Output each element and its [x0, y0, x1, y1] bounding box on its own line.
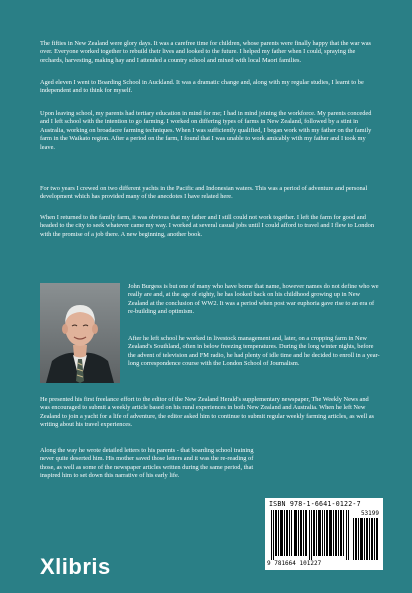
blurb-paragraph-3: Upon leaving school, my parents had tertiary education in mind for me; I had in mind joining the workforce. My parents conceded and I left school with the intention to go farming. I worked on differing types of farms in New Zealand, followed by a stint in Australia, working on broadacre farming techniques. When I was sufficiently qualified, I began work with my father on the family farm in the Waikato region. After a period on the farm, I found that I was unable to work amicably with my father and I took my leave. — [40, 110, 372, 151]
author-bio-paragraph-2: After he left school he worked in livestock management and, later, on a cropping farm in New Zealand's Southland, often in below freezing temperatures. During the long winter nights, before the advent of television and FM radio, he had plenty of idle time and he decided to enroll in a year-long correspondence course with the London School of Journalism. — [128, 335, 380, 368]
barcode-number: 9 781664 101227 — [267, 560, 322, 567]
isbn-barcode — [265, 498, 383, 570]
barcode-bars-icon — [271, 510, 351, 560]
author-bio-paragraph-3: He presented his first freelance effort to the editor of the New Zealand Herald's supplementary newspaper, The Weekly News and was encouraged to submit a weekly article based on his rural experiences in both New Zealand and Australia. When he left New Zealand to join a yacht for a life of adventure, the editor asked him to continue to submit regular weekly farming articles, as well as writing about his travel experiences. — [40, 396, 374, 429]
blurb-paragraph-4: For two years I crewed on two different yachts in the Pacific and Indonesian waters. This was a period of adventure and personal development which has provided many of the anecdotes I have related here. — [40, 185, 368, 201]
author-bio-paragraph-4: Along the way he wrote detailed letters to his parents - that boarding school training never quite deserted him. His mother saved those letters and it was the re-reading of those, as well as some of the newspaper articles written during the same period, that inspired him to set down this narrative of his early life. — [40, 447, 254, 480]
blurb-paragraph-2: Aged eleven I went to Boarding School in Auckland. It was a dramatic change and, along with my regular studies, I learnt to be independent and to think for myself. — [40, 79, 364, 95]
author-bio-paragraph-1: John Burgess is but one of many who have borne that name, however names do not define who we really are and, at the age of eighty, he has looked back on his childhood growing up in New Zealand at the conclusion of WW2. It was a period when post war euphoria gave rise to an era of re-building and optimism. — [128, 283, 379, 316]
price-barcode-bars-icon — [353, 518, 379, 560]
author-photo — [40, 283, 120, 383]
blurb-paragraph-1: The fifties in New Zealand were glory days. It was a carefree time for children, whose parents were finally happy that the war was over. Everyone worked together to rebuild their lives and looked to the future. I helped my father when I could, spraying the orchards, harvesting, making hay and I attended a country school and mixed with local Maori families. — [40, 40, 371, 64]
publisher-logo: Xlibris — [40, 554, 111, 579]
isbn-number: ISBN 978-1-6641-0122-7 — [269, 500, 361, 508]
blurb-paragraph-5: When I returned to the family farm, it was obvious that my father and I still could not work together. I left the farm for good and headed to the city to seek whatever came my way. I worked at several casual jobs until I could afford to travel and I flew to London with the promise of a job there. A new beginning, another book. — [40, 214, 374, 238]
price-code: 53199 — [360, 510, 379, 517]
